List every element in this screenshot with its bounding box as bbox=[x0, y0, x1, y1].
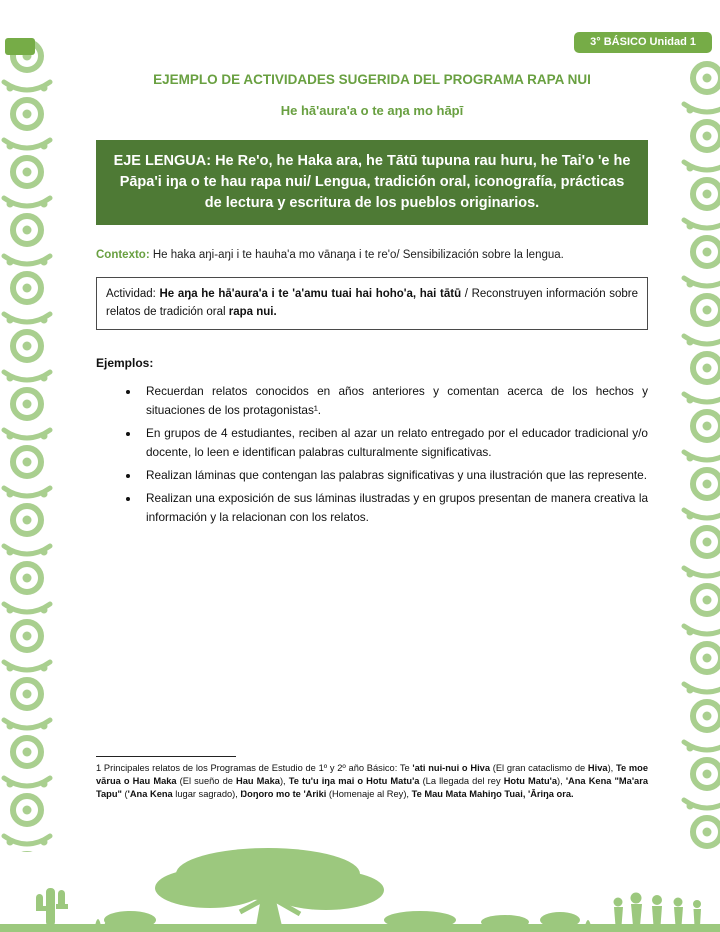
list-item: • Realizan una exposición de sus láminas ilustradas y en grupos presentan de manera creativa la información y la relacionan con los relatos. bbox=[140, 489, 648, 527]
ejemplos-list bbox=[96, 382, 648, 528]
left-decorative-border bbox=[0, 36, 54, 852]
list-item: • Realizan láminas que contengan las palabras significativas y una ilustración que las represente. bbox=[140, 466, 648, 485]
actividad-box bbox=[96, 277, 648, 330]
corner-decoration bbox=[5, 38, 35, 55]
ejemplos-label: Ejemplos: bbox=[96, 355, 154, 370]
actividad-text: Actividad: He aŋa he hā'aura'a i te 'a'amu tuai hai hoho'a, hai tātū / Reconstruyen información sobre relatos de tradición oral rapa nui. bbox=[106, 288, 639, 319]
unit-badge: 3° BÁSICO Unidad 1 bbox=[574, 32, 712, 53]
page-title: EJEMPLO DE ACTIVIDADES SUGERIDA DEL PROGRAMA RAPA NUI bbox=[153, 72, 591, 87]
page-content bbox=[96, 72, 649, 800]
contexto-text: He haka aŋi-aŋi i te hauha'a mo vānaŋa i te re'o/ Sensibilización sobre la lengua. bbox=[149, 249, 564, 262]
footnote-text: 1 Principales relatos de los Programas de Estudio de 1º y 2º año Básico: Te 'ati nui-nui o Hiva (El gran cataclismo de Hiva), Te moe vārua o Hau Maka (El sueño de Hau Maka), Te tu'u iŋa mai o Hotu Matu'a (La llegada del rey Hotu Matu'a), 'Ana Kena "Ma'ara Tapu" ('Ana Kena lugar sagrado), Ŋoŋoro mo te 'Ariki (Homenaje al Rey), Te Mau Mata Mahiŋo Tuai, 'Āriŋa ora. bbox=[96, 763, 649, 800]
footnote bbox=[96, 756, 648, 802]
list-item: • En grupos de 4 estudiantes, reciben al azar un relato entregado por el educador tradicional y/o docente, lo leen e identifican palabras culturalmente significativas. bbox=[140, 424, 648, 462]
contexto-label: Contexto: bbox=[96, 249, 150, 262]
bottom-landscape-art bbox=[0, 840, 720, 932]
footnote-divider bbox=[96, 756, 236, 757]
list-item: • Recuerdan relatos conocidos en años anteriores y comentan acerca de los hechos y situaciones de los protagonistas¹. bbox=[140, 382, 648, 420]
right-decorative-border bbox=[680, 58, 720, 852]
eje-lengua-banner: EJE LENGUA: He Re'o, he Haka ara, he Tātū tupuna rau huru, he Tai'o 'e he Pāpa'i iŋa o te hau rapa nui/ Lengua, tradición oral, iconografía, prácticas de lectura y escritura de los pueblos originarios. bbox=[96, 140, 648, 225]
page-subtitle: He hā'aura'a o te aŋa mo hāpī bbox=[280, 103, 464, 118]
contexto-paragraph bbox=[96, 249, 648, 261]
